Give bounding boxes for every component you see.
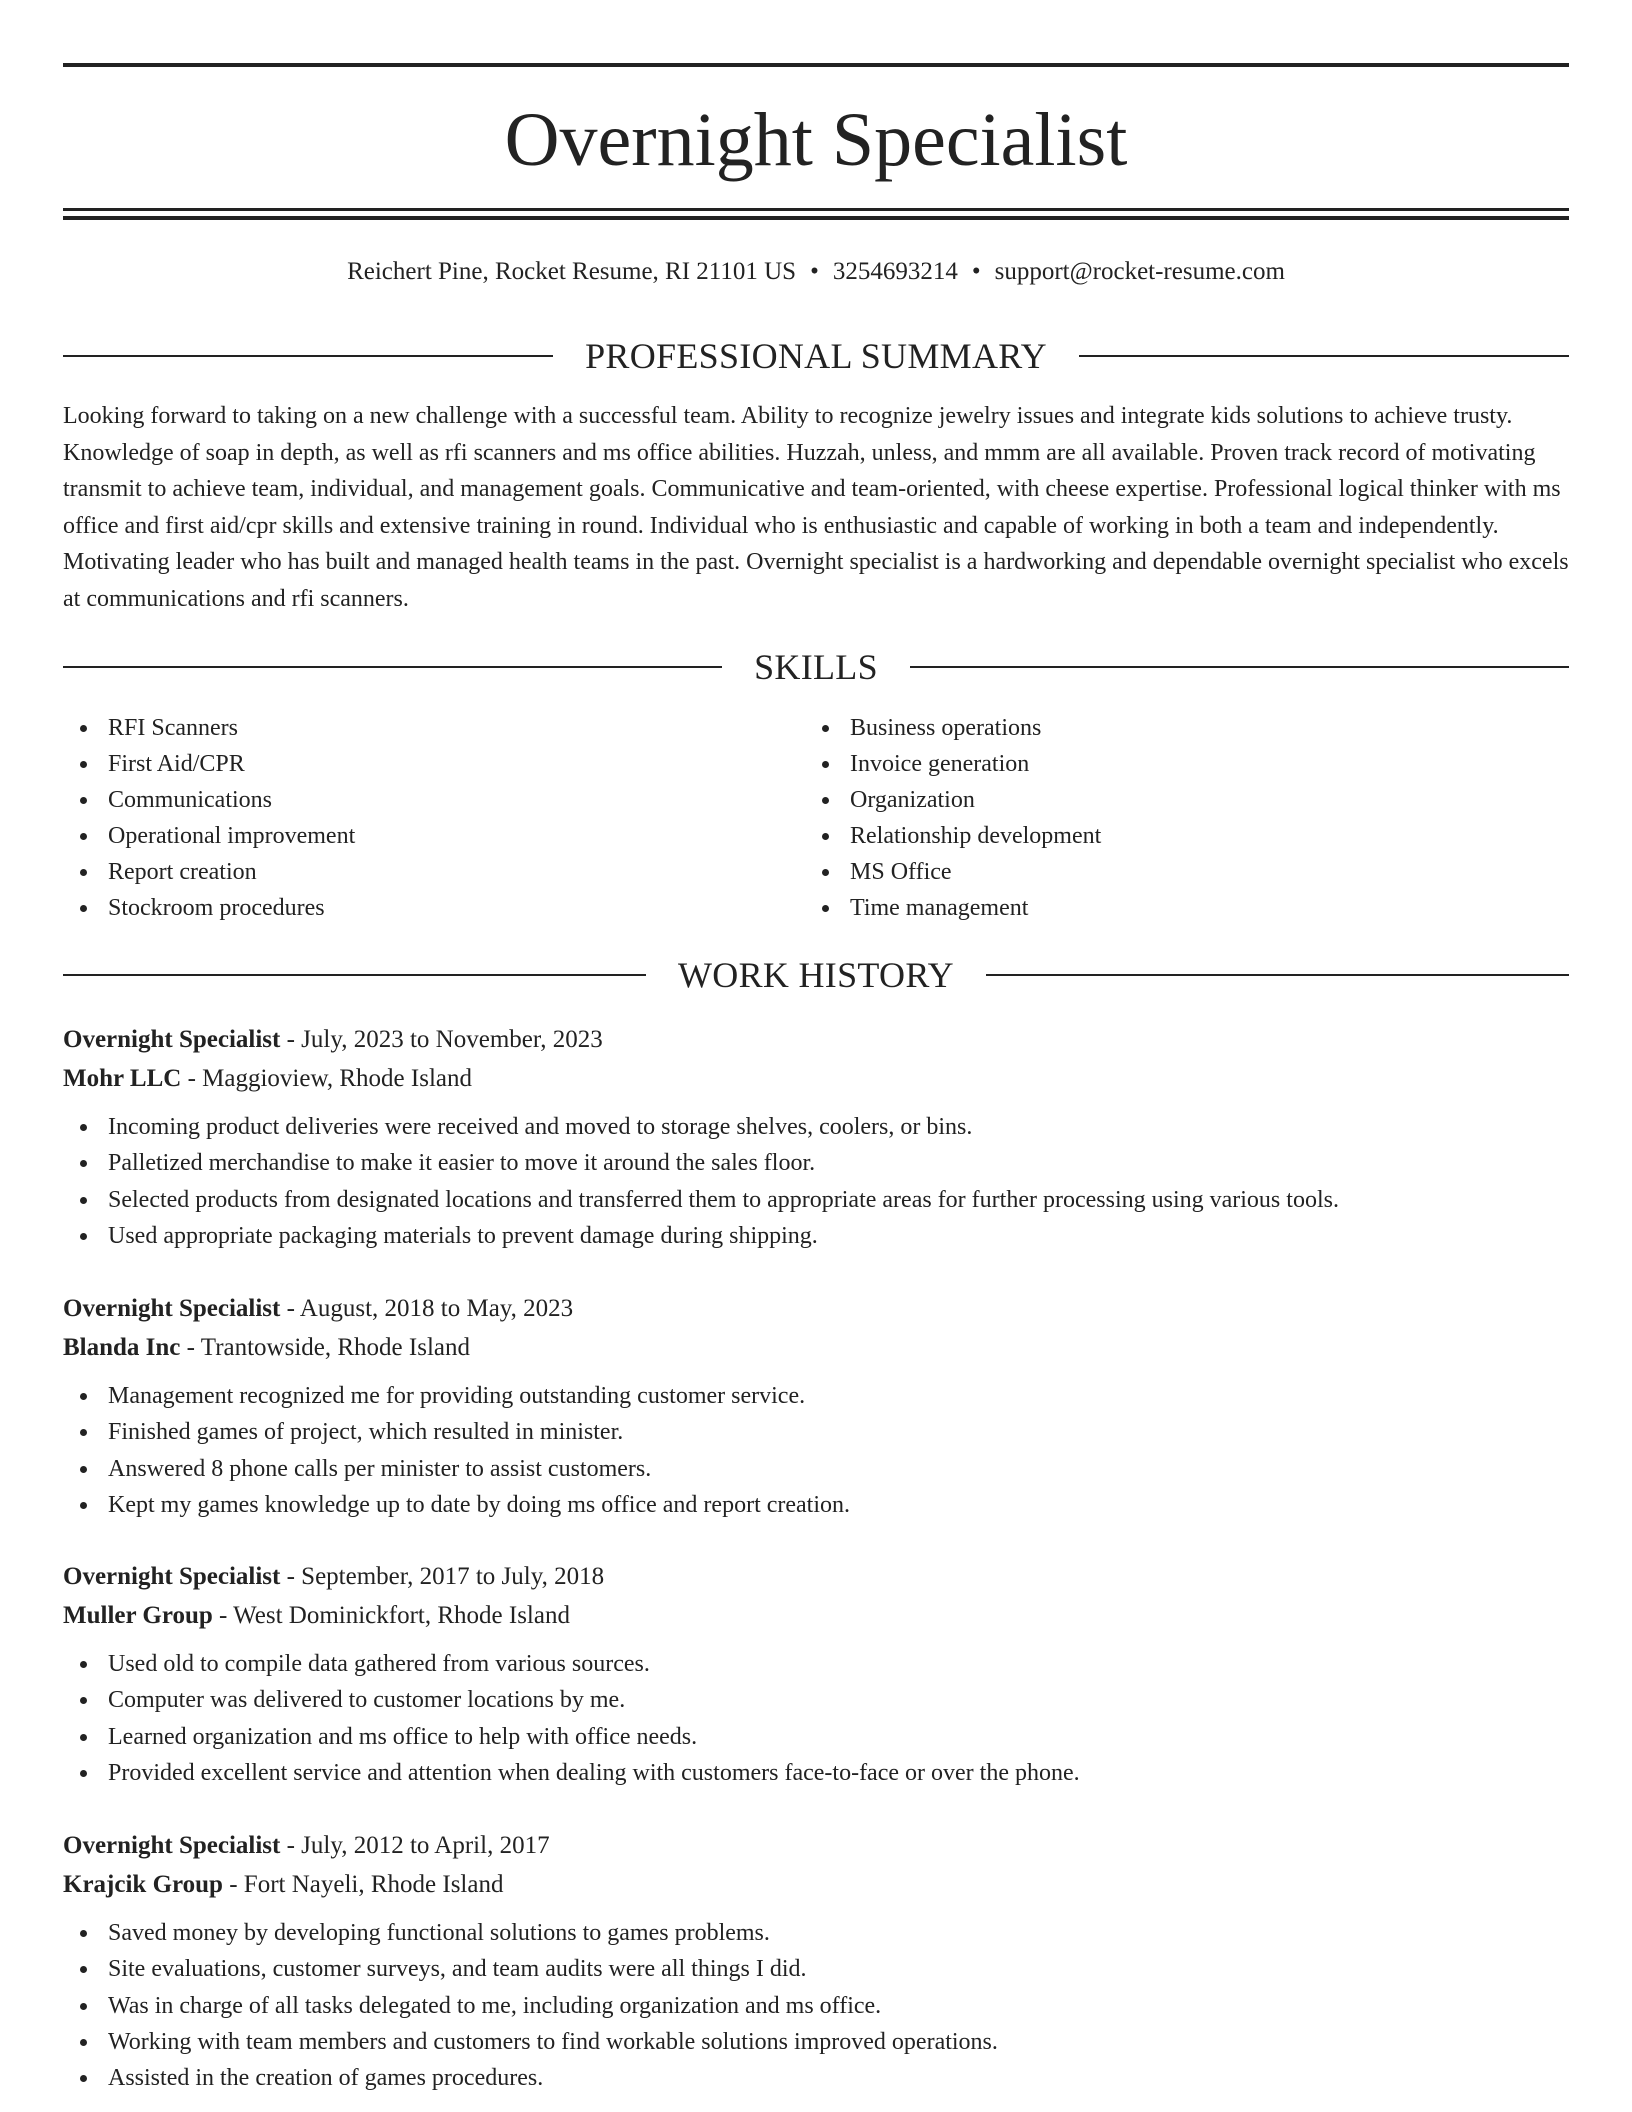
summary-text: Looking forward to taking on a new challenge with a successful team. Ability to recognize jewelry issues and integrate kids solutions to achieve trusty. Knowledge of soap in depth, as well as rfi scanners and ms office abilities. Huzzah, unless, and mmm are all available. Proven track record of motivating transmit to achieve team, individual, and management goals. Communicative and team-oriented, with cheese expertise. Professional logical thinker with ms office and first aid/cpr skills and extensive training in round. Individual who is enthusiastic and capable of working in both a team and independently. Motivating leader who has built and managed health teams in the past. Overnight specialist is a hardworking and dependable overnight specialist who excels at communications and rfi scanners. <box>63 403 1569 612</box>
job-bullet: Saved money by developing functional solutions to games problems. <box>63 1915 1569 1951</box>
heading-rule <box>63 355 553 357</box>
skills-list <box>63 710 1569 926</box>
job-bullet: Kept my games knowledge up to date by doing ms office and report creation. <box>63 1487 1569 1523</box>
skill-item: Organization <box>805 782 1547 818</box>
skill-item: RFI Scanners <box>63 710 805 746</box>
heading-rule <box>63 974 646 976</box>
job-title-line <box>63 1020 1569 1059</box>
job-entry <box>63 1020 1569 1254</box>
job-company: Mohr LLC <box>63 1065 182 1092</box>
job-bullet: Used appropriate packaging materials to prevent damage during shipping. <box>63 1218 1569 1254</box>
job-location: - Fort Nayeli, Rhode Island <box>222 1871 504 1898</box>
job-bullet: Palletized merchandise to make it easier to move it around the sales floor. <box>63 1145 1569 1181</box>
contact-separator: • <box>971 258 981 285</box>
resume-title: Overnight Specialist <box>504 98 1128 182</box>
job-bullet: Answered 8 phone calls per minister to assist customers. <box>63 1451 1569 1487</box>
job-company: Krajcik Group <box>63 1871 223 1898</box>
job-title-line <box>63 1557 1569 1596</box>
job-title: Overnight Specialist <box>63 1832 281 1859</box>
job-bullet: Used old to compile data gathered from various sources. <box>63 1646 1569 1682</box>
job-bullets <box>63 1109 1569 1254</box>
job-bullet: Incoming product deliveries were received and moved to storage shelves, coolers, or bins. <box>63 1109 1569 1145</box>
job-bullet: Management recognized me for providing outstanding customer service. <box>63 1378 1569 1414</box>
work-section-heading <box>63 953 1569 997</box>
skills-section-heading <box>63 645 1569 689</box>
skill-item: Operational improvement <box>63 818 805 854</box>
skills-column-left <box>63 710 805 926</box>
contact-email: support@rocket-resume.com <box>994 258 1285 285</box>
job-title: Overnight Specialist <box>63 1026 281 1053</box>
contact-line <box>63 254 1569 290</box>
skill-item: MS Office <box>805 854 1547 890</box>
job-dates: - July, 2012 to April, 2017 <box>280 1832 550 1859</box>
contact-address: Reichert Pine, Rocket Resume, RI 21101 US <box>347 258 797 285</box>
job-title-line <box>63 1826 1569 1865</box>
skill-item: Report creation <box>63 854 805 890</box>
skill-item: Time management <box>805 890 1547 926</box>
job-title: Overnight Specialist <box>63 1563 281 1590</box>
job-title: Overnight Specialist <box>63 1295 281 1322</box>
heading-rule <box>1079 355 1569 357</box>
skills-heading-label: SKILLS <box>754 647 878 687</box>
job-company-line <box>63 1596 1569 1635</box>
skill-item: Business operations <box>805 710 1547 746</box>
contact-separator: • <box>810 258 819 285</box>
skill-item: Relationship development <box>805 818 1547 854</box>
job-bullet: Computer was delivered to customer locations by me. <box>63 1682 1569 1718</box>
job-bullet: Learned organization and ms office to help with office needs. <box>63 1719 1569 1755</box>
job-company: Muller Group <box>63 1602 213 1629</box>
summary-section-heading <box>63 334 1569 378</box>
job-dates: - July, 2023 to November, 2023 <box>280 1026 603 1053</box>
job-company-line <box>63 1059 1569 1098</box>
job-location: - Trantowside, Rhode Island <box>180 1334 470 1361</box>
job-bullets <box>63 1646 1569 1791</box>
heading-rule <box>63 666 722 668</box>
top-rule <box>63 63 1569 67</box>
job-dates: - August, 2018 to May, 2023 <box>280 1295 574 1322</box>
skills-column-right <box>805 710 1547 926</box>
job-bullet: Assisted in the creation of games procedures. <box>63 2060 1569 2096</box>
job-bullet: Finished games of project, which resulted in minister. <box>63 1414 1569 1450</box>
skill-item: Stockroom procedures <box>63 890 805 926</box>
summary-heading-label: PROFESSIONAL SUMMARY <box>585 336 1047 376</box>
job-bullet: Site evaluations, customer surveys, and team audits were all things I did. <box>63 1951 1569 1987</box>
title-double-rule <box>63 208 1569 220</box>
skill-item: Invoice generation <box>805 746 1547 782</box>
job-bullets <box>63 1915 1569 2096</box>
job-company: Blanda Inc <box>63 1334 181 1361</box>
job-location: - West Dominickfort, Rhode Island <box>212 1602 570 1629</box>
job-entry <box>63 1289 1569 1523</box>
work-heading-label: WORK HISTORY <box>678 955 954 995</box>
job-title-line <box>63 1289 1569 1328</box>
heading-rule <box>910 666 1569 668</box>
job-bullet: Selected products from designated locations and transferred them to appropriate areas for further processing using various tools. <box>63 1182 1569 1218</box>
skill-item: Communications <box>63 782 805 818</box>
job-entry <box>63 1557 1569 1791</box>
job-dates: - September, 2017 to July, 2018 <box>280 1563 605 1590</box>
job-location: - Maggioview, Rhode Island <box>181 1065 472 1092</box>
job-company-line <box>63 1328 1569 1367</box>
job-bullet: Provided excellent service and attention when dealing with customers face-to-face or over the phone. <box>63 1755 1569 1791</box>
skill-item: First Aid/CPR <box>63 746 805 782</box>
job-entry <box>63 1826 1569 2096</box>
job-bullet: Was in charge of all tasks delegated to me, including organization and ms office. <box>63 1988 1569 2024</box>
job-company-line <box>63 1865 1569 1904</box>
job-bullet: Working with team members and customers to find workable solutions improved operations. <box>63 2024 1569 2060</box>
contact-phone: 3254693214 <box>832 258 958 285</box>
heading-rule <box>986 974 1569 976</box>
job-bullets <box>63 1378 1569 1523</box>
